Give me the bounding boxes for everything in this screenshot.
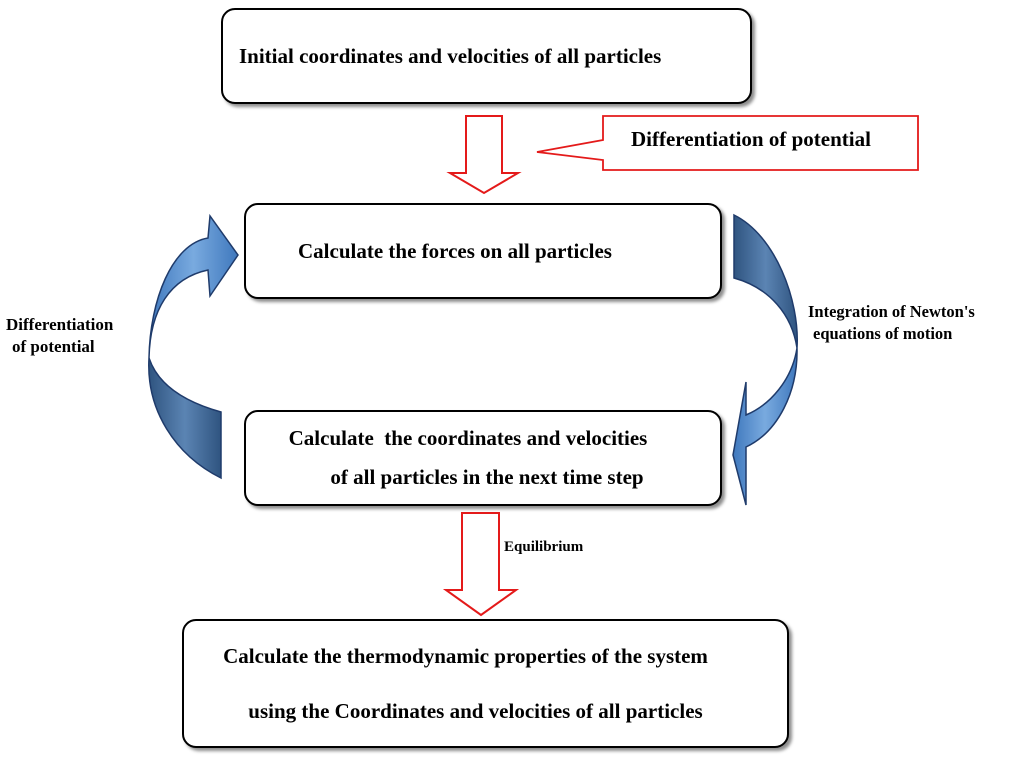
cycle-arrow-right-lower	[733, 348, 797, 505]
thermodynamic-properties-line2: using the Coordinates and velocities of all particles	[248, 698, 703, 723]
cycle-arrow-left-upper	[149, 216, 238, 358]
left-cycle-label-line1: Differentiation	[6, 315, 114, 334]
right-cycle-label-line1: Integration of Newton's	[808, 302, 975, 321]
left-cycle-label-line2: of potential	[12, 337, 95, 356]
right-cycle-label-line2: equations of motion	[813, 324, 953, 343]
calculate-forces-text: Calculate the forces on all particles	[298, 238, 612, 263]
calculate-coordinates-box	[244, 410, 722, 506]
thermodynamic-properties-box	[182, 619, 789, 748]
calculate-coordinates-line2: of all particles in the next time step	[330, 465, 644, 489]
down-arrow-top	[450, 116, 518, 193]
right-cycle-label	[808, 301, 975, 345]
thermodynamic-properties-line1: Calculate the thermodynamic properties of the system	[223, 643, 708, 668]
initial-conditions-box	[221, 8, 752, 104]
equilibrium-label: Equilibrium	[504, 539, 584, 555]
callout-label: Differentiation of potential	[631, 127, 871, 151]
initial-conditions-text: Initial coordinates and velocities of all particles	[239, 43, 662, 68]
left-cycle-label	[6, 314, 113, 358]
down-arrow-bottom	[446, 513, 516, 615]
cycle-arrow-left-lower	[149, 358, 221, 478]
calculate-coordinates-line1: Calculate the coordinates and velocities	[288, 426, 648, 450]
cycle-arrow-right-upper	[734, 215, 797, 348]
calculate-forces-box	[244, 203, 722, 299]
